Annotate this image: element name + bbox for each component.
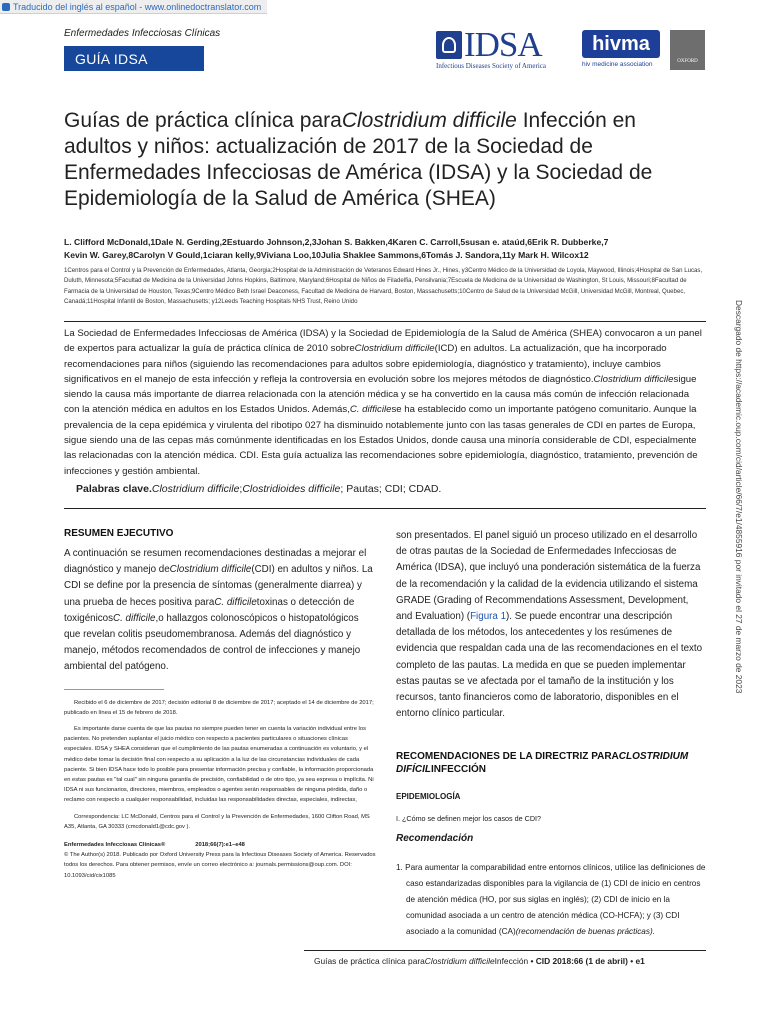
heading-span: INFECCIÓN [431,764,486,776]
download-side-note [728,300,748,740]
body-italic: C. difficile [113,612,156,624]
journal-name: Enfermedades Infecciosas Clínicas [64,28,221,39]
affiliations [64,266,704,307]
article-title [64,108,684,212]
author-list [64,236,704,262]
keyword-rest: ; Pautas; CDI; CDAD. [340,483,442,495]
title-italic: Clostridium difficile [341,109,517,132]
idsa-emblem-icon [436,31,462,59]
right-column [396,528,706,939]
left-column [64,528,376,881]
citation-line [64,840,376,850]
hivma-logo-subtitle: hiv medicine association [582,61,653,68]
title-part-2: Infección en adultos y niños: actualización de 2017 de la Sociedad de Enfermedades Infecciosas de América (IDSA) y la Sociedad de Epidemiología de la Salud de América (SHEA) [64,109,653,210]
epidemiology-heading: EPIDEMIOLOGÍA [396,792,461,802]
section-badge: GUÍA IDSA [64,46,204,71]
keywords-label: Palabras clave. [76,483,152,495]
abstract-bottom-rule [64,508,706,509]
download-side-note-text: Descargado de https://academic.oup.com/cid/article/66/7/e1/4855916 por invitado el 27 de marzo de 2023 [734,300,744,694]
affiliation-line: Duluth, Minnesota;5Facultad de Medicina de la Universidad Johns Hopkins, Baltimore, Maryland;6Hospital de Niños de Filadelfia, Pensilvania;7Escuela de Medicina de la Universidad de Washington, St Louis, Missouri;8Facultad de [64,277,687,285]
abstract-italic: Clostridium difficile [593,373,674,385]
keyword-italic: Clostridium difficile [151,483,240,495]
body-span: ,o hallazgos colonoscópicos o histopatológicos que revelan colitis pseudomembranosa. Además del diagnóstico y manejo, métodos recomendados de control de infecciones y manejo ambiental del patógeno. [64,612,361,673]
idsa-logo [436,25,576,71]
hivma-logo [582,30,662,70]
heading-span: RECOMENDACIONES DE LA DIRECTRIZ PARA [396,751,619,763]
body-italic: Clostridium difficile [169,564,252,576]
citation-reference: 2018;66(7):e1–e48 [195,842,245,849]
body-italic: (recomendación de buenas prácticas). [515,926,655,936]
footer-rule [304,950,706,951]
oxford-logo: OXFORD [670,30,705,70]
affiliation-line: Canadá;11Hospital Infantil de Boston, Massachusetts; y12Leeds Teaching Hospitals NHS Trust, Reino Unido [64,297,358,305]
abstract [64,326,704,479]
hivma-logo-word: hivma [582,30,660,58]
idsa-logo-word: IDSA [464,25,542,64]
question-1: I. ¿Cómo se definen mejor los casos de CDI? [396,814,542,824]
author-line: L. Clifford McDonald,1Dale N. Gerding,2Estuardo Johnson,2,3Johan S. Bakken,4Karen C. Carroll,5susan e. ataúd,6Erik R. Dubberke,7 [64,237,609,247]
abstract-italic: C. difficile [349,404,392,416]
abstract-text: (ICD) en adultos. La actualización, que ha incorporado recomendaciones para niños (siguiendo las recomendaciones para adultos sobre epidemiología, diagnóstico y tratamiento), incluye cambios significativos en el manejo de esta infección y refleja la controversia en evolución sobre los mejores métodos de diagnóstico. [64,343,667,385]
keyword-italic: Clostridioides difficile [242,483,341,495]
received-note: Recibido el 6 de diciembre de 2017; decisión editorial 8 de diciembre de 2017; aceptado el 14 de diciembre de 2017; publicado en línea el 15 de febrero de 2018. [64,699,374,716]
footer-span: Guías de práctica clínica para [314,956,425,966]
page-footer [314,956,645,966]
recommendations-heading [396,750,706,776]
footer-italic: Clostridium difficile [424,956,495,966]
translator-banner[interactable] [0,0,267,14]
copyright-note: © The Author(s) 2018. Publicado por Oxford University Press para la Infectious Diseases Society of America. Reservados todos los derechos. Para obtener permisos, envíe un correo electrónico a: journals.permissions@oup.com. DOI: 10.1093/cid/cix1085 [64,852,376,879]
translator-banner-text[interactable]: Traducido del inglés al español - www.onlinedoctranslator.com [13,1,262,12]
body-span: toxinas o detección de toxigénicos [64,596,355,624]
footer-span: Infección [494,956,529,966]
abstract-text: La Sociedad de Enfermedades Infecciosas de América (IDSA) y la Sociedad de Epidemiología de la Salud de América (SHEA) convocaron a un panel de expertos para actualizar la guía de práctica clínica de 2010 sobre [64,328,702,355]
disclaimer-note: Es importante darse cuenta de que las pautas no siempre pueden tener en cuenta la variación individual entre los pacientes. No pretenden suplantar el juicio médico con respecto a pacientes particulares o situaciones clínicas especiales. IDSA y SHEA consideran que el cumplimiento de las pautas enumeradas a continuación es voluntario, y el médico debe tomar la decisión final con respecto a su aplicación a la luz de las circunstancias individuales de cada paciente. Si bien IDSA hace todo lo posible para presentar información precisa y confiable, la información proporcionada en estas pautas es "tal cual" sin ninguna garantía de precisión, confiabilidad o de otro tipo, ya sea expresa o implícita. Ni IDSA ni sus funcionarios, directores, miembros, empleados o agentes serán responsables de ninguna pérdida, daño o reclamo con respecto a cualquier responsabilidad, incluidas las responsabilidades directas, especiales, indirectas, [64,726,374,804]
keywords [76,483,441,495]
author-line: Kevin W. Garey,8Carolyn V Gould,1ciaran kelly,9Viviana Loo,10Julia Shaklee Sammons,6Tomás J. Sandora,11y Mark H. Wilcox12 [64,250,589,260]
correspondence-note: Correspondencia: LC McDonald, Centros para el Control y la Prevención de Enfermedades, 1600 Clifton Road, MS A35, Atlanta, GA 30333 (cmcdonald1@cdc.gov ). [64,813,370,830]
footer-citation: • CID 2018:66 (1 de abril) • e1 [528,956,645,966]
notes-rule [64,689,164,690]
body-span: (CDI) en adultos y niños. La CDI se define por la presencia de síntomas (generalmente diarrea) y una prueba de heces positiva para [64,564,373,608]
methods-paragraph [396,528,706,722]
abstract-text: se ha establecido como un importante patógeno comunitario. Aunque la prevalencia de la cepa epidémica y virulenta del ribotipo 027 ha disminuido notablemente junto con las tasas generales de CDI en partes de Europa, sigue siendo una de las cepas más comúnmente identificadas en los Estados Unidos, donde causa una minoría considerable de CDI, especialmente las relacionadas con la atención médica. CDI. Esta guía actualiza las recomendaciones sobre epidemiología, diagnóstico, tratamiento, prevención de infecciones y gestión ambiental. [64,404,698,477]
recommendation-label: Recomendación [396,833,474,845]
body-span: ). Se puede encontrar una descripción detallada de los métodos, los antecedentes y los resúmenes de evidencia que respaldan cada una de las recomendaciones en el texto completo de las pautas. La medida en que se pueden implementar estas pautas se ve afectada por el tamaño de la institución y los recursos, tanto financieros como de laboratorio, disponibles en el entorno clínico particular. [396,611,703,720]
idsa-logo-subtitle: Infectious Diseases Society of America [436,62,547,70]
body-span: 1. Para aumentar la comparabilidad entre entornos clínicos, utilice las definiciones de caso estandarizadas disponibles para la vigilancia de (1) CDI de inicio en centros de atención médica (HO, por sus siglas en inglés); (2) CDI de inicio en la comunidad asociada a un centro de atención médica (CO-HCFA); y (3) CDI asociado a la comunidad (CA) [396,863,706,936]
heading-italic: CLOSTRIDIUM DIFÍCIL [396,751,689,776]
body-italic: C. difficile [214,596,257,608]
affiliation-line: Farmacia de la Universidad de Houston, Texas;9Centro Médico Beth Israel Deaconess, Facultad de Medicina de Harvard, Boston, Massachusetts;10Centro de Salud de la Universidad McGill, Universidad McGill, Montreal, Quebec, [64,287,686,295]
title-part-1: Guías de práctica clínica para [64,109,342,132]
citation-journal: Enfermedades Infecciosas Clínicas® [64,842,166,849]
keyword-separator: ; [239,483,243,495]
affiliation-line: 1Centros para el Control y la Prevención de Enfermedades, Atlanta, Georgia;2Hospital de la Administración de Veteranos Edward Hines Jr., Hines, y3Centro Médico de la Universidad de Loyola, Maywood, Illinois;4Hospital de San Lucas, [64,267,703,274]
executive-summary-text [64,546,376,676]
figure-1-link[interactable]: Figura 1 [470,611,507,623]
body-span: A continuación se resumen recomendaciones destinadas a mejorar el diagnóstico y manejo de [64,548,367,576]
executive-summary-heading: RESUMEN EJECUTIVO [64,528,174,539]
abstract-text: sigue siendo la causa más importante de diarrea relacionada con la atención médica y se ha convertido en la causa más común de infección relacionada con la atención médica en adultos en los Estados Unidos. Además, [64,373,697,416]
recommendation-1 [396,860,706,939]
translate-icon [2,3,10,11]
body-span: son presentados. El panel siguió un proceso utilizado en el desarrollo de otras pautas de la Sociedad de Enfermedades Infecciosas de América (IDSA), que incluyó una ponderación sistemática de la fuerza de la recomendación y la calidad de la evidencia utilizando el sistema GRADE (Grading of Recommendations Assessment, Development, and Evaluation) ( [396,530,701,623]
abstract-top-rule [64,321,706,322]
abstract-italic: Clostridium difficile [354,343,435,355]
